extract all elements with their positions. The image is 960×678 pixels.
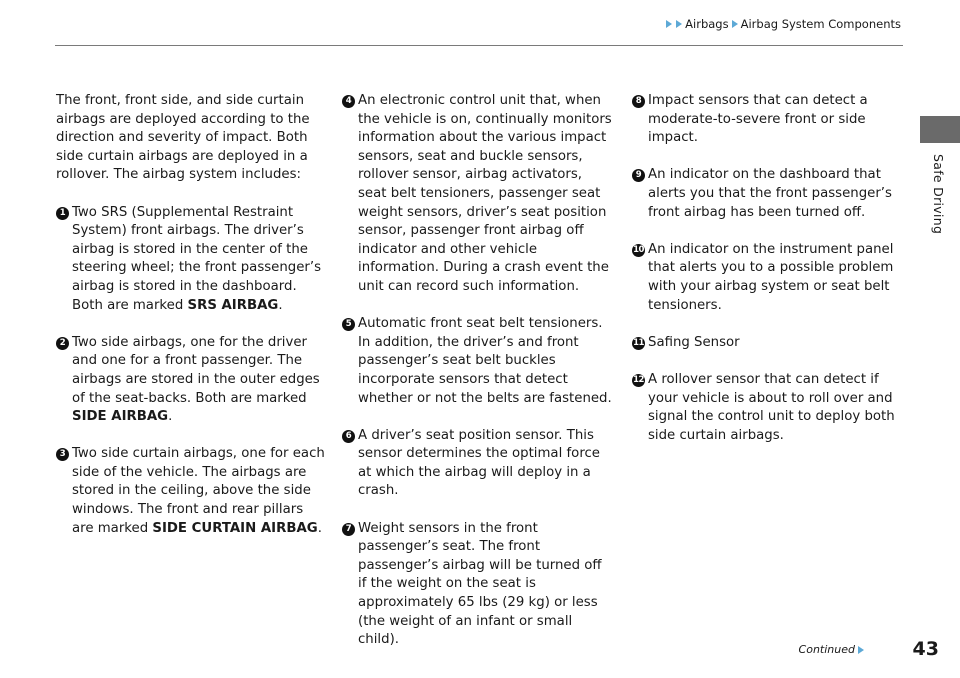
number-badge-icon: 11 [633,337,644,348]
list-item [56,445,326,538]
list-item [632,92,902,148]
number-badge-icon: 10 [633,244,644,255]
number-badge-icon: 4 [342,95,355,108]
number-badge-icon: 3 [56,448,69,461]
triangle-right-icon [666,20,672,28]
item-text: An indicator on the dashboard that alerts you that the front passenger’s front airbag has been turned off. [648,167,892,220]
item-text: Automatic front seat belt tensioners. In addition, the driver’s and front passenger’s seat belt buckles incorporate sensors that detect whether or not the belts are fastened. [358,316,612,406]
item-text: A rollover sensor that can detect if your vehicle is about to roll over and signal the control unit to deploy both side curtain airbags. [648,371,895,443]
breadcrumb-airbags[interactable]: Airbags [685,17,729,31]
number-badge-icon: 5 [342,318,355,331]
triangle-right-icon [732,20,738,28]
item-text: Two side curtain airbags, one for each side of the vehicle. The airbags are stored in the ceiling, above the side windows. The front and rear pillars are marked SIDE CURTAIN AIRBAG. [72,446,325,536]
item-text: Safing Sensor [648,334,740,350]
continued-label: Continued [799,643,865,656]
list-item [56,334,326,427]
breadcrumb-airbag-system-components: Airbag System Components [740,17,901,31]
header-rule [55,45,903,46]
list-item [342,315,613,408]
number-badge-icon: 2 [56,337,69,350]
column-3 [632,92,902,464]
list-item [632,166,902,222]
section-tab [920,116,960,143]
breadcrumb [665,17,901,31]
number-badge-icon: 1 [56,207,69,220]
list-item [342,92,613,297]
number-badge-icon: 7 [342,523,355,536]
triangle-right-icon [676,20,682,28]
item-text: A driver’s seat position sensor. This sensor determines the optimal force at which the airbag will deploy in a crash. [358,427,600,499]
item-text: Two side airbags, one for the driver and one for a front passenger. The airbags are stored in the outer edges of the seat-backs. Both are marked SIDE AIRBAG. [72,334,320,425]
item-text: Impact sensors that can detect a moderate-to-severe front or side impact. [648,93,868,146]
column-1 [56,92,326,557]
intro-paragraph: The front, front side, and side curtain airbags are deployed according to the direction and severity of impact. Both side curtain airbags are deployed in a rollover. The airbag system includes: [56,93,310,183]
item-text: Two SRS (Supplemental Restraint System) front airbags. The driver’s airbag is stored in the center of the steering wheel; the front passenger’s airbag is stored in the dashboard. Both are marked SRS AIRBAG. [72,204,322,313]
item-text: Weight sensors in the front passenger’s seat. The front passenger’s airbag will be turned off if the weight on the seat is approximately 65 lbs (29 kg) or less (the weight of an infant or small child). [358,520,602,648]
item-text: An electronic control unit that, when the vehicle is on, continually monitors information about the various impact sensors, seat and buckle sensors, rollover sensor, airbag activators, seat belt tensioners, passenger seat weight sensors, driver’s seat position sensor, passenger front airbag off indicator and other vehicle information. During a crash event the unit can record such information. [358,93,612,294]
list-item [342,520,613,650]
list-item [56,204,326,316]
item-text: An indicator on the instrument panel that alerts you to a possible problem with your airbag system or seat belt tensioners. [648,241,894,313]
list-item [632,371,902,445]
section-title: Safe Driving [931,154,946,235]
number-badge-icon: 6 [342,430,355,443]
page-number: 43 [912,638,939,660]
list-item [632,241,902,315]
column-2 [342,92,613,668]
number-badge-icon: 12 [633,374,644,385]
number-badge-icon: 8 [632,95,645,108]
list-item [632,334,902,353]
triangle-right-icon [858,646,864,654]
list-item [342,427,613,501]
number-badge-icon: 9 [632,169,645,182]
